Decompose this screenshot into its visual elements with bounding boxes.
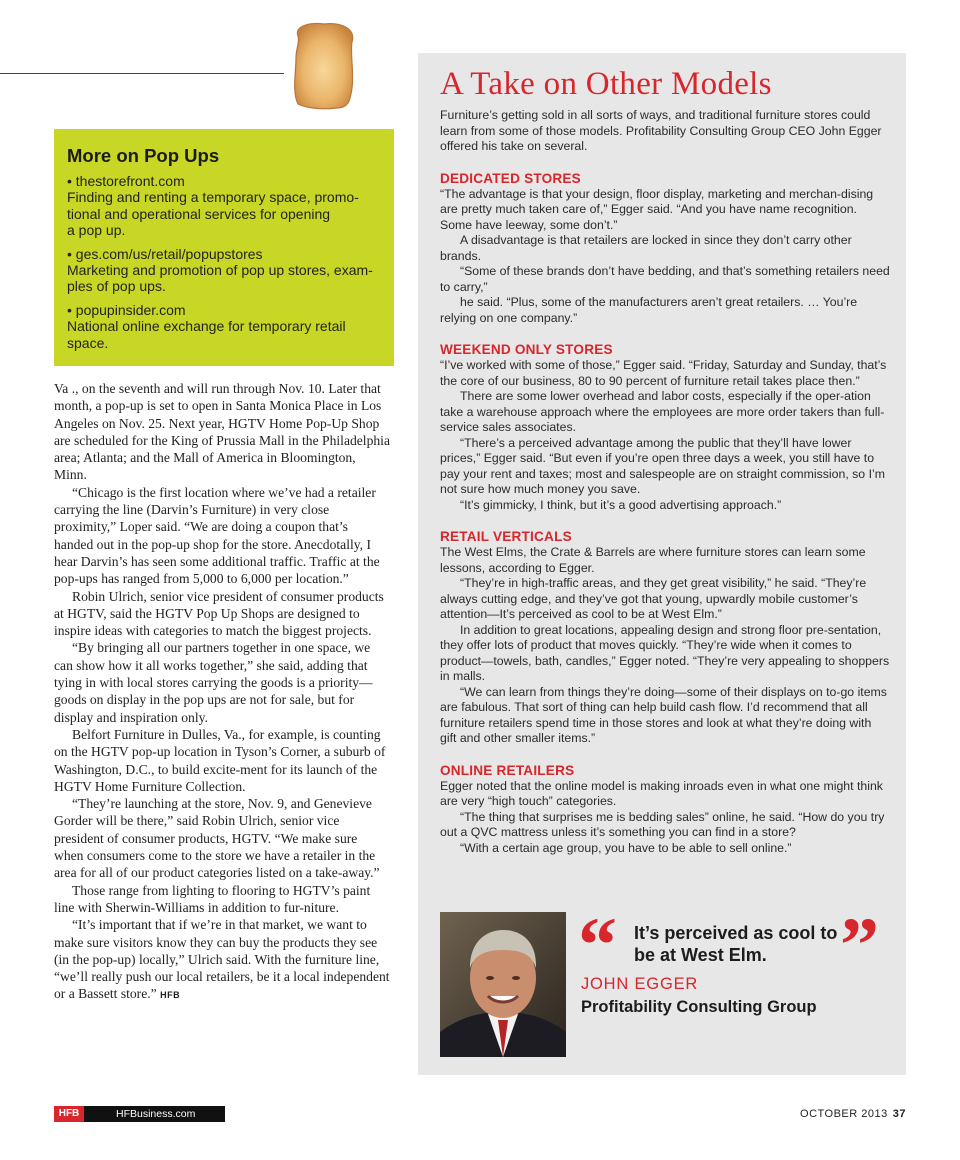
sidebar-entry-desc: tional and operational services for opening <box>67 205 331 222</box>
section-heading-online-retailers: ONLINE RETAILERS <box>440 762 575 778</box>
article-body-left <box>54 380 390 1005</box>
body-paragraph: Va ., on the seventh and will run through Nov. 10. Later that month, a pop-up is set to open in Santa Monica Place in Los Angeles on Nov. 25. Next year, HGTV Home Pop-Up Shop are scheduled for the King of Prussia Mall in the Philadelphia area; Atlanta; and the Mall of America in Bloomington, Minn. <box>54 381 390 483</box>
sidebar-title: More on Pop Ups <box>67 145 220 166</box>
sidebar-entry-url: • popupinsider.com <box>67 301 186 318</box>
toast-image <box>288 22 360 110</box>
sidebar-entry-desc: a pop up. <box>67 222 126 239</box>
panel-paragraph: “The thing that surprises me is bedding sales” online, he said. “How do you try out a QVC mattress unless it’s something you can find in a store? <box>440 809 885 839</box>
panel-paragraph: There are some lower overhead and labor costs, especially if the oper-ation take a warehouse approach where the employees are more order takers than full-service sales associates. <box>440 389 885 434</box>
footer-folio <box>800 1107 906 1121</box>
sidebar-entry <box>67 302 381 351</box>
body-paragraph: Belfort Furniture in Dulles, Va., for example, is counting on the HGTV pop-up location in Tyson’s Corner, a suburb of Washington, D.C., to build excite-ment for its launch of the HGTV Home Furniture Collection. <box>54 726 386 794</box>
pull-quote-attribution-name: JOHN EGGER <box>581 975 699 993</box>
panel-paragraph: “With a certain age group, you have to be able to sell online.” <box>460 840 792 855</box>
sidebar-entry <box>67 173 381 239</box>
end-tag: HFB <box>160 990 181 1001</box>
panel-paragraph: “They’re in high-traffic areas, and they get great visibility,” he said. “They’re always cutting edge, and they’ve got that young, upwardly mobile customer’s attention—It’s perceived as cool to be at West Elm.” <box>440 576 867 621</box>
panel-paragraph: “It’s gimmicky, I think, but it’s a good advertising approach.” <box>460 497 782 512</box>
panel-paragraph: “I’ve worked with some of those,” Egger said. “Friday, Saturday and Sunday, that’s the core of our business, 80 to 90 percent of furniture retail takes place then.” <box>440 358 887 388</box>
pull-quote-attribution-org: Profitability Consulting Group <box>581 998 817 1016</box>
panel-paragraph: “There’s a perceived advantage among the public that they’ll have lower prices,” Egger said. “But even if you’re open three days a week, you still have to pay your rent and taxes; most and salespeople are on straight commission, so I’m not sure how much money you save. <box>440 435 885 496</box>
close-quote-mark: ” <box>840 901 879 988</box>
panel-paragraph: In addition to great locations, appealing design and strong floor pre-sentation, they offer lots of product that moves quickly. “They’re wide when it comes to product—towels, bath, candles,” Egger noted. “They’re very appealing to shoppers in malls. <box>440 622 890 683</box>
panel-paragraph: The West Elms, the Crate & Barrels are where furniture stores can learn some lessons, according to Egger. <box>440 545 866 575</box>
sidebar-entry-url: • ges.com/us/retail/popupstores <box>67 245 263 262</box>
page-number: 37 <box>892 1108 906 1120</box>
body-paragraph: “By bringing all our partners together in one space, we can show how it all works together,” she said, adding that tying in with local stores carrying the goods is a priority—goods on display in the pop ups are not for sale, but for display and inspiration only. <box>54 640 373 725</box>
sidebar-entry <box>67 246 381 295</box>
panel-paragraph: “We can learn from things they’re doing—some of their displays on to-go items are fabulous. That sort of thing can help build cash flow. I’d recommend that all furniture retailers spend time in those stores and look at what they’re doing with gift and other smaller items.” <box>440 684 887 745</box>
section-heading-dedicated-stores: DEDICATED STORES <box>440 170 581 186</box>
panel-paragraph: Egger noted that the online model is making inroads even in what one might think are very “high touch” categories. <box>440 778 883 808</box>
sidebar-entry-desc: National online exchange for temporary retail <box>67 318 346 335</box>
panel-paragraph: he said. “Plus, some of the manufacturers aren’t great retailers. … You’re relying on one company.” <box>440 295 858 325</box>
body-paragraph-text: “It’s important that if we’re in that market, we want to make sure visitors know they can buy the products they see (in the pop-up) locally,” Ulrich said. With the furniture line, “we’ll really push our local retailers, be it a local independent or a Bassett store.” <box>54 917 390 1002</box>
panel-paragraph: “The advantage is that your design, floor display, marketing and merchan-dising are pretty much taken care of,” Egger said. “And you have name recognition. Some have leeway, some don’t.” <box>440 186 874 232</box>
pull-quote-text: It’s perceived as cool to be at West Elm. <box>634 923 838 965</box>
panel-text <box>440 108 890 856</box>
panel-title: A Take on Other Models <box>440 66 772 102</box>
body-paragraph <box>54 916 390 1004</box>
footer-logo: HFB <box>54 1106 84 1122</box>
body-paragraph: Robin Ulrich, senior vice president of consumer products at HGTV, said the HGTV Pop Up Shops are designed to inspire ideas with categories to match the biggest projects. <box>54 588 384 639</box>
portrait-photo <box>440 912 566 1057</box>
sidebar-more-on-pop-ups <box>54 129 394 366</box>
section-heading-retail-verticals: RETAIL VERTICALS <box>440 529 572 544</box>
sidebar-entry-desc: space. <box>67 334 109 351</box>
sidebar-entry-desc: Marketing and promotion of pop up stores, exam- <box>67 262 373 279</box>
body-paragraph: Those range from lighting to flooring to HGTV’s paint line with Sherwin-Williams in addition to fur-niture. <box>54 882 371 915</box>
open-quote-mark: “ <box>578 901 617 988</box>
body-paragraph: “They’re launching at the store, Nov. 9, and Genevieve Gorder will be there,” said Robin Ulrich, senior vice president of consumer products, HGTV. “We make sure when consumers come to the store we have a retailer in the area for all of our product categories listed on a take-away.” <box>54 796 380 881</box>
top-rule <box>0 73 284 74</box>
footer-date: OCTOBER 2013 <box>800 1108 888 1120</box>
footer-site-link[interactable]: HFBusiness.com <box>116 1108 196 1120</box>
sidebar-entry-url: • thestorefront.com <box>67 173 185 189</box>
body-paragraph: “Chicago is the first location where we’ve had a retailer carrying the line (Darvin’s Furniture) in very close proximity,” Loper said. “We are doing a coupon that’s handed out in the pop-up shop for the store. Anecdotally, I hear Darvin’s has seen some additional traffic. Traffic at the pop-ups has ranged from 5,000 to 6,000 per location.” <box>54 484 380 587</box>
panel-intro: Furniture’s getting sold in all sorts of ways, and traditional furniture stores could learn from some of those models. Profitability Consulting Group CEO John Egger offered his take on several. <box>440 108 882 153</box>
panel-paragraph: “Some of these brands don’t have bedding, and that’s something retailers need to carry,” <box>440 264 890 294</box>
sidebar-entry-desc: Finding and renting a temporary space, promo- <box>67 189 359 206</box>
sidebar-entry-desc: ples of pop ups. <box>67 278 166 295</box>
section-heading-weekend-only-stores: WEEKEND ONLY STORES <box>440 342 613 357</box>
panel-paragraph: A disadvantage is that retailers are locked in since they don’t carry other brands. <box>440 233 852 263</box>
